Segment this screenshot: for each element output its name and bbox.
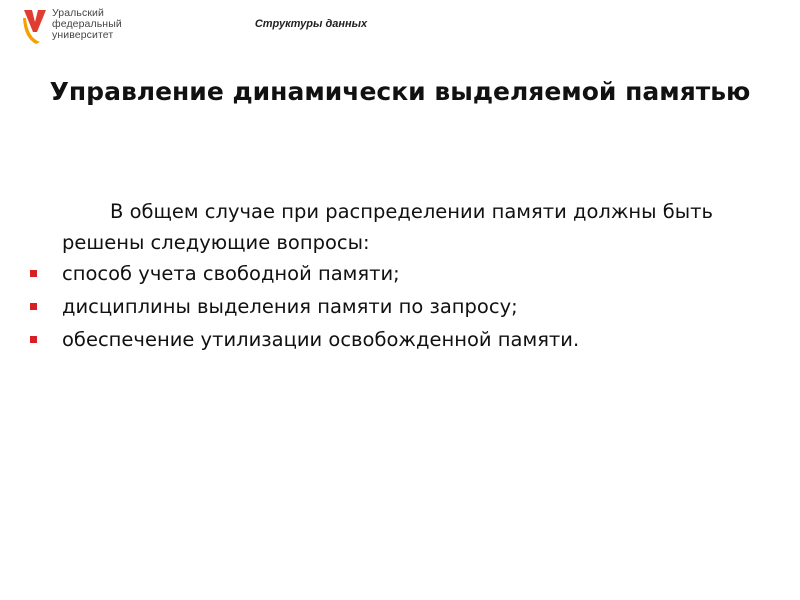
bullet-text: обеспечение утилизации освобожденной памяти.: [62, 328, 580, 351]
bullet-text: способ учета свободной памяти;: [62, 262, 400, 285]
logo-line-3: университет: [52, 29, 114, 41]
logo-line-1: Уральский: [52, 7, 104, 19]
bullet-square-icon: [30, 303, 37, 310]
bullet-text: дисциплины выделения памяти по запросу;: [62, 295, 518, 318]
slide-title: Управление динамически выделяемой памятью: [49, 77, 751, 106]
course-title: Структуры данных: [254, 18, 368, 30]
intro-paragraph: В общем случае при распределении памяти должны быть решены следующие вопросы:: [62, 200, 714, 254]
bullet-square-icon: [30, 270, 37, 277]
bullet-square-icon: [30, 336, 37, 343]
logo-line-2: федеральный: [52, 18, 122, 30]
